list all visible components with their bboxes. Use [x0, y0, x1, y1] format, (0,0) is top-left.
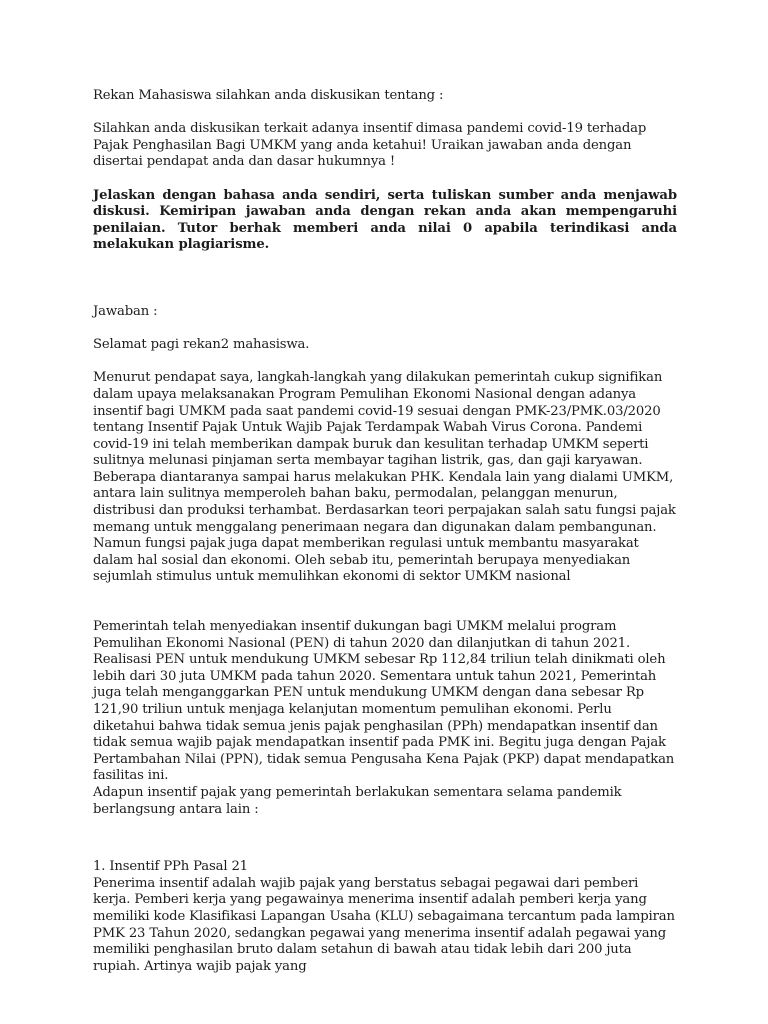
document-page — [93, 88, 677, 975]
intro-text: Rekan Mahasiswa silahkan anda diskusikan tentang : — [93, 88, 444, 103]
paragraph-1: Menurut pendapat saya, langkah-langkah yang dilakukan pemerintah cukup signifikan dalam upaya melaksanakan Program Pemulihan Ekonomi Nasional dengan adanya insentif bagi UMKM pada saat pandemi covid-19 sesuai dengan PMK-23/PMK.03/2020 tentang Insentif Pajak Untuk Wajib Pajak Terdampak Wabah Virus Corona. Pandemi covid-19 ini telah memberikan dampak buruk dan kesulitan terhadap UMKM seperti sulitnya melunasi pinjaman serta membayar tagihan listrik, gas, dan gaji karyawan. Beberapa diantaranya sampai harus melakukan PHK. Kendala lain yang dialami UMKM, antara lain sulitnya memperoleh bahan baku, permodalan, pelanggan menurun, distribusi dan produksi terhambat. Berdasarkan teori perpajakan salah satu fungsi pajak memang untuk menggalang penerimaan negara dan digunakan dalam pembangunan. Namun fungsi pajak juga dapat memberikan regulasi untuk membantu masyarakat dalam hal sosial dan ekonomi. Oleh sebab itu, pemerintah berupaya menyediakan sejumlah stimulus untuk memulihkan ekonomi di sektor UMKM nasional — [93, 370, 676, 585]
paragraph-3: Adapun insentif pajak yang pemerintah berlakukan sementara selama pandemik berlangsung antara lain : — [93, 784, 622, 817]
answer-label: Jawaban : — [93, 303, 158, 319]
greeting-text: Selamat pagi rekan2 mahasiswa. — [93, 337, 310, 353]
question-text: Silahkan anda diskusikan terkait adanya insentif dimasa pandemi covid-19 terhadap Pajak Penghasilan Bagi UMKM yang anda ketahui! Uraikan jawaban anda dengan disertai pendapat anda dan dasar hukumnya ! — [93, 121, 647, 170]
paragraph-2: Pemerintah telah menyediakan insentif dukungan bagi UMKM melalui program Pemulihan Ekonomi Nasional (PEN) di tahun 2020 dan dilanjutkan di tahun 2021. Realisasi PEN untuk mendukung UMKM sebesar Rp 112,84 triliun telah dinikmati oleh lebih dari 30 juta UMKM pada tahun 2020. Sementara untuk tahun 2021, Pemerintah juga telah menganggarkan PEN untuk mendukung UMKM dengan dana sebesar Rp 121,90 triliun untuk menjaga kelanjutan momentum pemulihan ekonomi. Perlu diketahui bahwa tidak semua jenis pajak penghasilan (PPh) mendapatkan insentif dan tidak semua wajib pajak mendapatkan insentif pada PMK ini. Begitu juga dengan Pajak Pertambahan Nilai (PPN), tidak semua Pengusaha Kena Pajak (PKP) dapat mendapatkan fasilitas ini. — [93, 619, 675, 784]
instruction-text: Jelaskan dengan bahasa anda sendiri, serta tuliskan sumber anda menjawab diskusi. Kemiripan jawaban anda dengan rekan anda akan mempengaruhi penilaian. Tutor berhak memberi anda nilai 0 apabila terindikasi anda melakukan plagiarisme. — [93, 187, 677, 253]
section-1-body: Penerima insentif adalah wajib pajak yang berstatus sebagai pegawai dari pemberi kerja. Pemberi kerja yang pegawainya menerima insentif adalah pemberi kerja yang memiliki kode Klasifikasi Lapangan Usaha (KLU) sebagaimana tercantum pada lampiran PMK 23 Tahun 2020, sedangkan pegawai yang menerima insentif adalah pegawai yang memiliki penghasilan bruto dalam setahun di bawah atau tidak lebih dari 200 juta rupiah. Artinya wajib pajak yang — [93, 875, 675, 974]
section-1-heading: 1. Insentif PPh Pasal 21 — [93, 859, 248, 875]
